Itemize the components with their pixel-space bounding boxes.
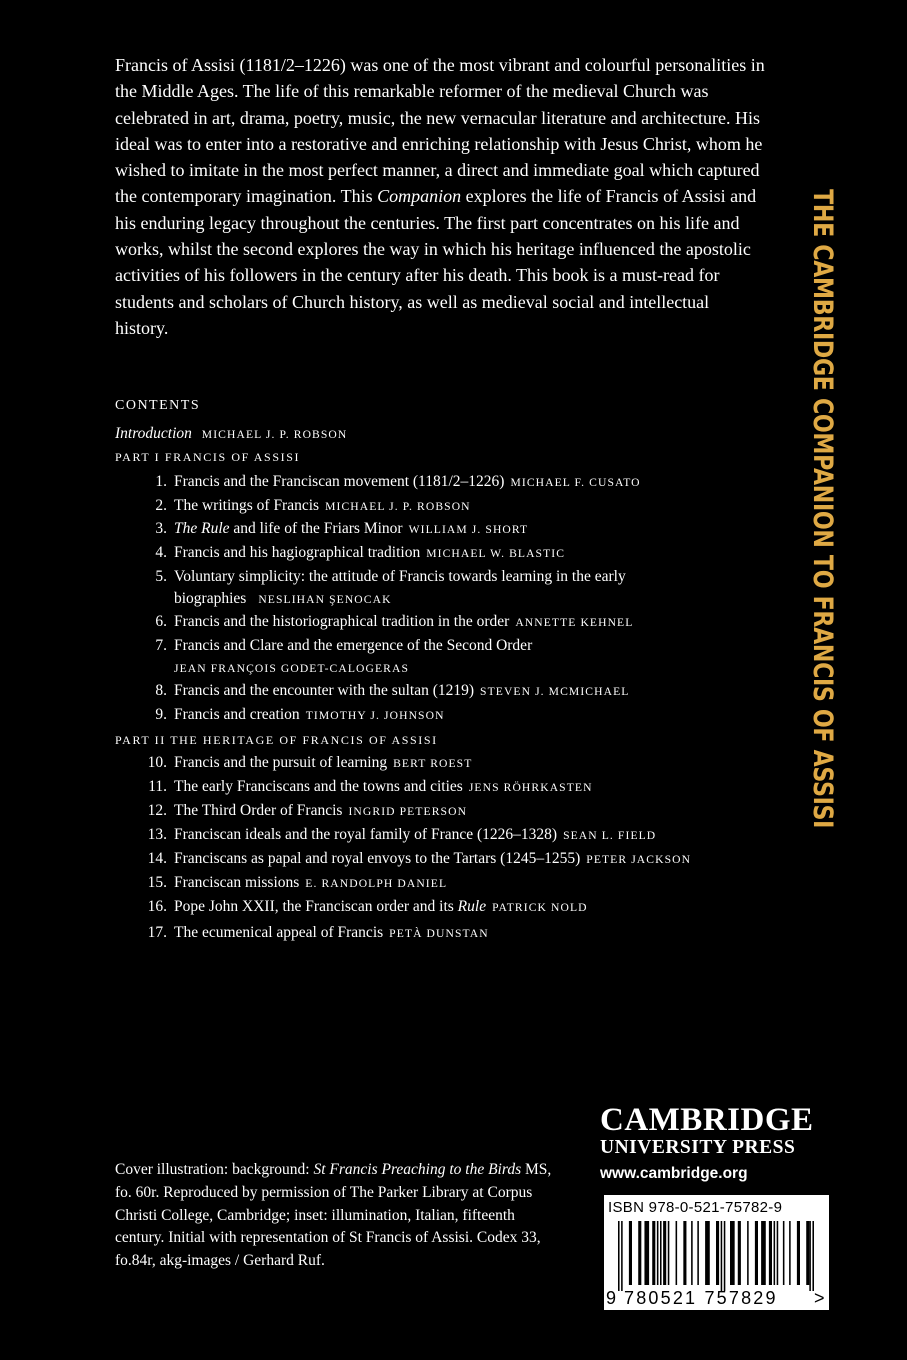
chapter-author: BERT ROEST: [393, 757, 473, 770]
barcode-bar: [789, 1221, 791, 1285]
barcode-bar: [783, 1221, 785, 1285]
chapter-author: TIMOTHY J. JOHNSON: [305, 709, 445, 722]
barcode-digit-groups: 780521 757829: [624, 1288, 778, 1308]
chapter-author: MICHAEL W. BLASTIC: [426, 547, 566, 560]
chapter-number: 8.: [155, 682, 167, 699]
chapter-title: The early Franciscans and the towns and cities: [174, 778, 463, 795]
chapter-number: 10.: [147, 754, 167, 771]
publisher-url: www.cambridge.org: [600, 1165, 748, 1182]
chapter-author: MICHAEL J. P. ROBSON: [325, 500, 471, 513]
barcode-bar: [652, 1221, 655, 1285]
chapter-author: NESLIHAN ŞENOCAK: [258, 593, 392, 606]
barcode-bar: [657, 1221, 659, 1285]
chapter-title: Francis and the encounter with the sultan (1219): [174, 682, 475, 699]
barcode-bar: [769, 1221, 772, 1285]
chapter-title-italic: Rule: [457, 898, 487, 915]
spine-title-text: THE CAMBRIDGE COMPANION TO FRANCIS OF ASSISI: [807, 189, 839, 829]
chapter-title-continued: biographies: [174, 590, 247, 607]
barcode-arrow: >: [814, 1288, 827, 1308]
barcode-bar: [724, 1221, 726, 1291]
blurb-text-part2: explores the life of Francis of Assisi and his enduring legacy throughout the centuries. The first part concentrates on his life and works, whilst the second explores the way in which his heritage influenced the apostolic activities of his followers in the century after his death. This book is a must-read for students and scholars of Church history, as well as medieval social and intellectual history.: [115, 186, 757, 338]
cover-credit: [115, 1159, 565, 1273]
chapter-title: Francis and the historiographical tradition in the order: [174, 613, 510, 630]
chapter-number: 4.: [155, 544, 167, 561]
chapter-number: 15.: [147, 874, 167, 891]
part-one-heading: PART I FRANCIS OF ASSISI: [115, 450, 301, 464]
barcode-bar: [660, 1221, 662, 1285]
barcode-bar: [777, 1221, 779, 1285]
chapter-title: Francis and the Franciscan movement (1181/2–1226): [174, 473, 505, 490]
blurb-paragraph: [115, 52, 765, 341]
introduction-entry: [115, 425, 347, 443]
chapter-number: 16.: [147, 898, 167, 915]
barcode-bar: [668, 1221, 670, 1285]
credit-artwork-title: St Francis Preaching to the Birds: [313, 1161, 522, 1178]
chapter-author: JENS RÖHRKASTEN: [468, 781, 593, 794]
introduction-title: Introduction: [115, 425, 192, 442]
barcode-bar: [683, 1221, 686, 1285]
chapter-number: 6.: [155, 613, 167, 630]
chapter-author: PETER JACKSON: [586, 853, 692, 866]
chapter-title: Francis and Clare and the emergence of the Second Order: [174, 637, 533, 654]
spine-title: [805, 133, 841, 885]
chapter-number: 11.: [148, 778, 167, 795]
barcode-bar: [697, 1221, 699, 1285]
chapter-author: JEAN FRANÇOIS GODET-CALOGERAS: [174, 662, 410, 675]
blurb-text-part1: Francis of Assisi (1181/2–1226) was one of the most vibrant and colourful personalities in the Middle Ages. The life of this remarkable reformer of the medieval Church was celebrated in art, drama, poetry, music, the new vernacular literature and architecture. His ideal was to enter into a restorative and enriching relationship with Jesus Christ, whom he wished to imitate in the most perfect manner, a direct and immediate goal which captured the contemporary imagination. This: [115, 55, 765, 207]
contents-heading: CONTENTS: [115, 398, 201, 413]
barcode-bar: [812, 1221, 814, 1291]
chapter-number: 13.: [147, 826, 167, 843]
chapter-title: The writings of Francis: [174, 497, 320, 514]
barcode-bar: [618, 1221, 620, 1291]
publisher-subtitle: UNIVERSITY PRESS: [600, 1137, 796, 1158]
blurb-companion-italic: Companion: [377, 186, 462, 207]
barcode-bar: [676, 1221, 678, 1285]
barcode-bar: [806, 1221, 809, 1285]
barcode-bar: [705, 1221, 710, 1285]
chapter-title-italic: The Rule: [174, 520, 230, 537]
barcode-bar: [774, 1221, 776, 1285]
barcode-bar: [663, 1221, 666, 1285]
barcode-bar: [761, 1221, 766, 1285]
chapter-number: 14.: [147, 850, 167, 867]
chapter-author: E. RANDOLPH DANIEL: [305, 877, 448, 890]
chapter-author: WILLIAM J. SHORT: [408, 523, 529, 536]
publisher-name: CAMBRIDGE: [600, 1102, 814, 1138]
barcode-first-digit: 9: [606, 1288, 619, 1308]
barcode-bars: [618, 1221, 814, 1291]
chapter-title: Franciscan missions: [174, 874, 300, 891]
credit-rest: MS, fo. 60r. Reproduced by permission of The Parker Library at Corpus Christi College, Cambridge; inset: illumination, Italian, fifteenth century. Initial with representation of St Francis of Assisi. Codex 33, fo.84r, akg-images / Gerhard Ruf.: [115, 1161, 552, 1270]
barcode-bar: [621, 1221, 623, 1291]
chapter-title: Franciscan ideals and the royal family of France (1226–1328): [174, 826, 558, 843]
isbn-label: ISBN 978-0-521-75782-9: [608, 1199, 783, 1216]
chapter-author: ANNETTE KEHNEL: [515, 616, 634, 629]
chapter-number: 7.: [155, 637, 167, 654]
chapter-number: 17.: [147, 924, 167, 941]
chapter-title: The ecumenical appeal of Francis: [174, 924, 384, 941]
barcode-bar: [730, 1221, 735, 1285]
chapter-number: 9.: [155, 706, 167, 723]
barcode-bar: [738, 1221, 741, 1285]
chapter-title: Franciscans as papal and royal envoys to the Tartars (1245–1255): [174, 850, 581, 867]
chapter-number: 12.: [147, 802, 167, 819]
introduction-author: MICHAEL J. P. ROBSON: [201, 428, 348, 441]
barcode-bar: [747, 1221, 749, 1285]
chapter-author: PATRICK NOLD: [492, 901, 588, 914]
barcode-bar: [691, 1221, 693, 1285]
chapter-title: Voluntary simplicity: the attitude of Francis towards learning in the early: [174, 568, 626, 585]
chapter-number: 1.: [155, 473, 167, 490]
part-two-heading: PART II THE HERITAGE OF FRANCIS OF ASSISI: [115, 733, 438, 747]
chapter-number: 5.: [155, 568, 167, 585]
chapter-title: Francis and his hagiographical tradition: [174, 544, 421, 561]
chapter-author: INGRID PETERSON: [348, 805, 468, 818]
chapter-author: PETÀ DUNSTAN: [389, 927, 489, 940]
isbn-barcode: [604, 1195, 829, 1310]
chapter-author: MICHAEL F. CUSATO: [510, 476, 641, 489]
barcode-bar: [797, 1221, 800, 1285]
chapter-author: STEVEN J. MCMICHAEL: [480, 685, 630, 698]
barcode-bar: [721, 1221, 723, 1291]
barcode-bar: [809, 1221, 811, 1291]
chapter-title: and life of the Friars Minor: [233, 520, 403, 537]
barcode-bar: [716, 1221, 719, 1285]
chapter-title: Pope John XXII, the Franciscan order and its: [174, 898, 454, 915]
chapter-title: The Third Order of Francis: [174, 802, 343, 819]
chapter-title: Francis and creation: [174, 706, 300, 723]
chapter-number: 2.: [155, 497, 167, 514]
credit-lead: Cover illustration: background:: [115, 1161, 310, 1178]
barcode-bar: [755, 1221, 758, 1285]
barcode-bar: [638, 1221, 641, 1285]
chapter-number: 3.: [155, 520, 167, 537]
barcode-bar: [644, 1221, 649, 1285]
barcode-bar: [629, 1221, 632, 1285]
publisher-logo: [600, 1103, 835, 1183]
chapter-author: SEAN L. FIELD: [563, 829, 657, 842]
chapter-title: Francis and the pursuit of learning: [174, 754, 388, 771]
